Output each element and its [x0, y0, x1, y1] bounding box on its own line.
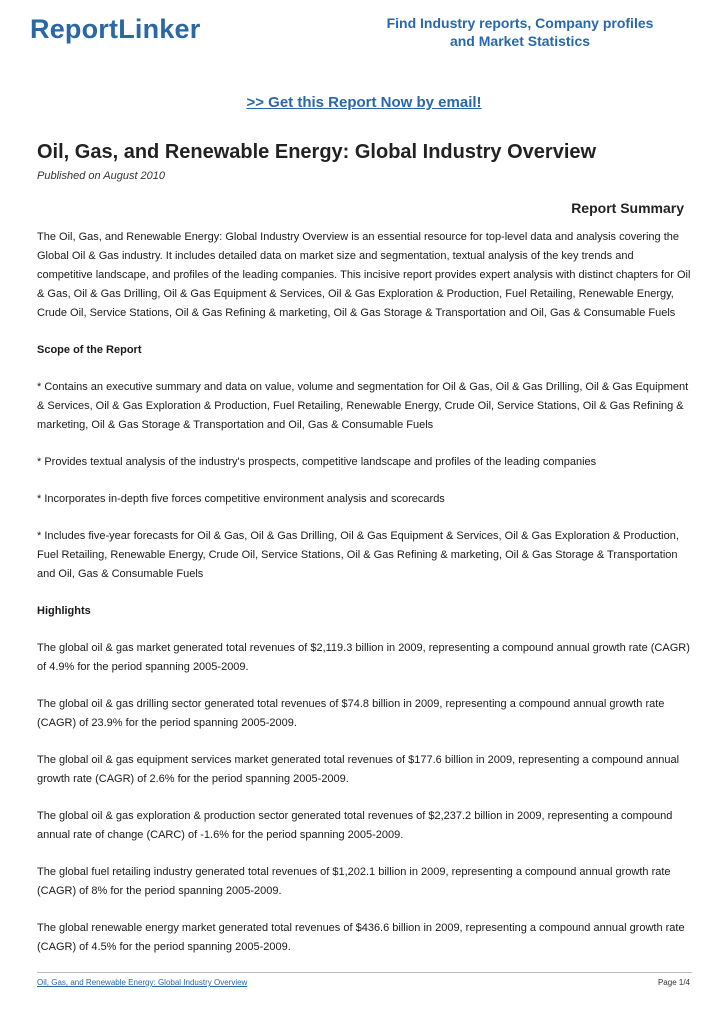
- tagline-line-1: Find Industry reports, Company profiles: [386, 15, 654, 31]
- highlight-item: The global fuel retailing industry generated total revenues of $1,202.1 billion in 2009, representing a compound annual growth rate (CAGR) of 8% for the period spanning 2005-2009.: [37, 866, 671, 897]
- scope-heading: Scope of the Report: [37, 344, 142, 356]
- tagline-line-2: and Market Statistics: [449, 33, 591, 49]
- scope-item: * Includes five-year forecasts for Oil & Gas, Oil & Gas Drilling, Oil & Gas Equipment & Services, Oil & Gas Exploration & Production, Fuel Retailing, Renewable Energy, Crude Oil, Service Stations, Oil & Gas Refining & marketing, Oil & Gas Storage & Transportation and Oil, Gas & Consumable Fuels: [37, 530, 679, 580]
- get-report-email-link[interactable]: >> Get this Report Now by email!: [246, 94, 482, 111]
- highlight-item: The global oil & gas exploration & production sector generated total revenues of $2,237.2 billion in 2009, representing a compound annual rate of change (CARC) of -1.6% for the period spanning 2005-2009.: [37, 810, 673, 841]
- highlight-item: The global oil & gas drilling sector generated total revenues of $74.8 billion in 2009, representing a compound annual growth rate (CAGR) of 23.9% for the period spanning 2005-2009.: [37, 698, 665, 729]
- scope-item: * Contains an executive summary and data on value, volume and segmentation for Oil & Gas, Oil & Gas Drilling, Oil & Gas Equipment & Services, Oil & Gas Exploration & Production, Fuel Retailing, Renewable Energy, Crude Oil, Service Stations, Oil & Gas Refining & marketing, Oil & Gas Storage & Transportation and Oil, Gas & Consumable Fuels: [37, 381, 689, 431]
- report-content: [0, 140, 728, 957]
- published-date: Published on August 2010: [37, 170, 166, 182]
- footer-report-link[interactable]: Oil, Gas, and Renewable Energy: Global Industry Overview: [37, 978, 248, 987]
- highlight-item: The global oil & gas market generated total revenues of $2,119.3 billion in 2009, representing a compound annual growth rate (CAGR) of 4.9% for the period spanning 2005-2009.: [37, 642, 690, 673]
- page-number: Page 1/4: [657, 978, 690, 987]
- scope-item: * Provides textual analysis of the industry's prospects, competitive landscape and profiles of the leading companies: [37, 456, 597, 468]
- page-header: [0, 0, 728, 64]
- intro-paragraph: The Oil, Gas, and Renewable Energy: Global Industry Overview is an essential resource for top-level data and analysis covering the Global Oil & Gas industry. It includes detailed data on market size and segmentation, textual analysis of the key trends and competitive landscape, and profiles of the leading companies. This incisive report provides expert analysis with distinct chapters for Oil & Gas, Oil & Gas Drilling, Oil & Gas Equipment & Services, Oil & Gas Exploration & Production, Fuel Retailing, Renewable Energy, Crude Oil, Service Stations, Oil & Gas Refining & marketing, Oil & Gas Storage & Transportation and Oil, Gas & Consumable Fuels: [37, 231, 691, 319]
- page-footer: [37, 972, 692, 992]
- scope-item: * Incorporates in-depth five forces competitive environment analysis and scorecards: [37, 493, 445, 505]
- report-title: Oil, Gas, and Renewable Energy: Global Industry Overview: [37, 141, 597, 163]
- highlight-item: The global renewable energy market generated total revenues of $436.6 billion in 2009, representing a compound annual growth rate (CAGR) of 4.5% for the period spanning 2005-2009.: [37, 922, 685, 953]
- reportlinker-logo[interactable]: ReportLinker: [30, 14, 201, 44]
- highlight-item: The global oil & gas equipment services market generated total revenues of $177.6 billion in 2009, representing a compound annual growth rate (CAGR) of 2.6% for the period spanning 2005-2009.: [37, 754, 680, 785]
- report-summary-heading: Report Summary: [571, 200, 684, 216]
- highlights-heading: Highlights: [37, 605, 91, 617]
- cta-container: [0, 94, 728, 112]
- header-tagline: [360, 14, 680, 50]
